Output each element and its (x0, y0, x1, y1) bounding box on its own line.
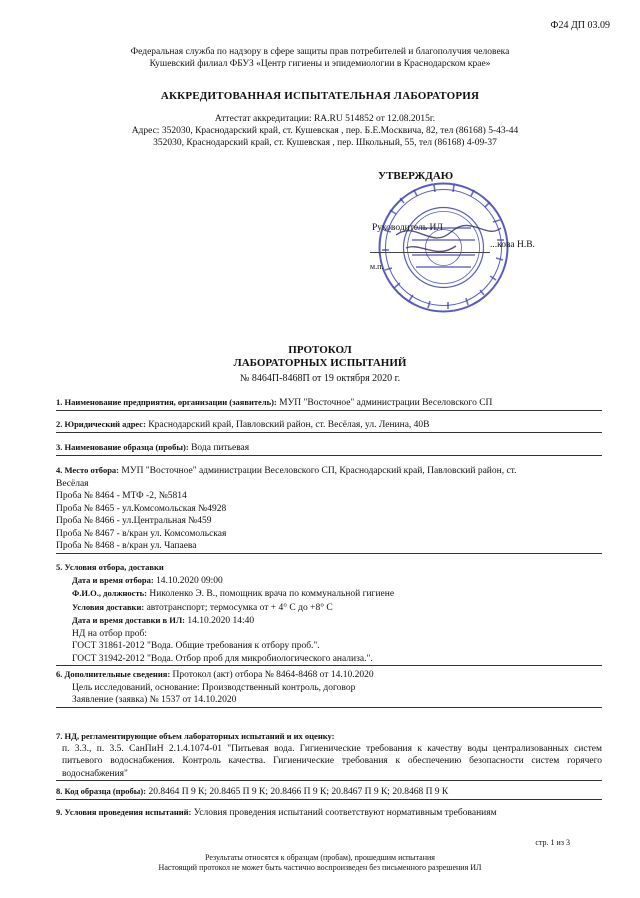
delivery-date-value: 14.10.2020 14:40 (187, 616, 255, 626)
footer-line-2: Настоящий протокол не может быть частично воспроизведен без письменного разрешения ИЛ (158, 863, 482, 872)
request: Заявление (заявка) № 1537 от 14.10.2020 (72, 695, 237, 705)
section-3 (56, 441, 602, 456)
section-2-label: 2. Юридический адрес: (56, 419, 146, 429)
sampler-label: Ф.И.О., должность: (72, 588, 147, 598)
address-1: Адрес: 352030, Краснодарский край, ст. Кушевская , пер. Б.Е.Москвича, 82, тел (86168) 5-43-44 (131, 126, 519, 136)
section-3-value: Вода питьевая (191, 443, 250, 453)
lab-title: АККРЕДИТОВАННАЯ ИСПЫТАТЕЛЬНАЯ ЛАБОРАТОРИЯ (160, 90, 480, 102)
delivery-date-label: Дата и время доставки в ИЛ: (72, 615, 186, 625)
section-6-label: 6. Дополнительные сведения: (56, 669, 171, 679)
footer (120, 853, 520, 873)
section-5-label: 5. Условия отбора, доставки (56, 562, 164, 572)
sample-item: Проба № 8468 - в/кран ул. Чапаева (56, 541, 197, 551)
section-7 (56, 730, 602, 781)
form-code: Ф24 ДП 03.09 (550, 20, 610, 31)
delivery-row (56, 601, 602, 615)
organization-header (80, 46, 560, 70)
section-1-value: МУП "Восточное" администрации Веселовского СП (279, 398, 493, 408)
sample-item: Проба № 8466 - ул.Центральная №459 (56, 516, 212, 526)
sampling-date-row (56, 574, 602, 588)
section-1 (56, 396, 602, 411)
section-8-value: 20.8464 П 9 К; 20.8465 П 9 К; 20.8466 П 9 К; 20.8467 П 9 К; 20.8468 П 9 К (148, 787, 449, 797)
section-5 (56, 561, 602, 666)
section-2 (56, 418, 602, 433)
approval-name: ...кова Н.В. (490, 240, 535, 250)
section-6 (56, 668, 602, 708)
section-7-label: 7. НД, регламентирующие объем лабораторных испытаний и их оценку: (56, 731, 335, 741)
section-3-label: 3. Наименование образца (пробы): (56, 442, 189, 452)
protocol-title-2: ЛАБОРАТОРНЫХ ИСПЫТАНИЙ (233, 357, 407, 369)
section-6-value: Протокол (акт) отбора № 8464-8468 от 14.10.2020 (172, 670, 374, 680)
org-line-1: Федеральная служба по надзору в сфере защиты прав потребителей и благополучия человека (130, 47, 510, 57)
sampling-date-value: 14.10.2020 09:00 (156, 575, 223, 586)
page-number: стр. 1 из 3 (535, 838, 570, 847)
section-4 (56, 464, 602, 554)
sample-item: Проба № 8465 - ул.Комсомольская №4928 (56, 503, 227, 514)
gost-2: ГОСТ 31942-2012 "Вода. Отбор проб для микробиологического анализа.". (72, 653, 373, 664)
approval-title: УТВЕРЖДАЮ (378, 170, 454, 182)
gost-1: ГОСТ 31861-2012 "Вода. Общие требования к отбору проб.". (72, 641, 320, 651)
org-line-2: Кушевский филиал ФБУЗ «Центр гигиены и эпидемиологии в Краснодарском крае» (149, 59, 491, 69)
section-7-value: п. 3.3., п. 3.5. СанПиН 2.1.4.1074-01 "Питьевая вода. Гигиенические требования к качеству воды централизованных систем питьевого водоснабжения. Контроль качества. Гигиенические требования к обеспечению безопасности систем горячего водоснабжения" (62, 743, 602, 779)
delivery-date-row (56, 614, 602, 628)
section-4-label: 4. Место отбора: (56, 465, 120, 475)
approval-role: Руководитель ИЛ (372, 223, 443, 233)
sampling-date-label: Дата и время отбора: (72, 574, 154, 585)
section-9-value: Условия проведения испытаний соответствуют нормативным требованиям (193, 808, 497, 818)
delivery-value: автотранспорт; термосумка от + 4° С до +8° С (146, 602, 333, 613)
sample-item: Проба № 8464 - МТФ -2, №5814 (56, 491, 187, 501)
delivery-label: Условия доставки: (72, 601, 145, 612)
sampler-value: Николенко Э. В., помощник врача по коммунальной гигиене (149, 589, 395, 599)
section-8 (56, 785, 602, 800)
section-8-label: 8. Код образца (пробы): (56, 786, 147, 796)
section-4-value: МУП "Восточное" администрации Веселовского СП, Краснодарский край, Павловский район, ст. (121, 466, 517, 476)
approval-mp: м.п. (370, 262, 384, 271)
nd-label: НД на отбор проб: (72, 628, 147, 639)
protocol-title (150, 344, 490, 370)
section-2-value: Краснодарский край, Павловский район, ст. Весёлая, ул. Ленина, 40В (148, 420, 430, 430)
accreditation: Аттестат аккредитации: RA.RU 514852 от 12.08.2015г. (214, 114, 436, 124)
purpose: Цель исследований, основание: Производственный контроль, договор (72, 682, 356, 693)
accreditation-block (60, 113, 590, 149)
footer-line-1: Результаты относятся к образцам (пробам), прошедшим испытания (205, 853, 435, 862)
sampler-row (56, 587, 602, 601)
section-1-label: 1. Наименование предприятия, организации (заявитель): (56, 397, 277, 407)
address-2: 352030, Краснодарский край, ст. Кушевская , пер. Школьный, 55, тел (86168) 4-09-37 (153, 138, 497, 148)
signature-line (370, 252, 490, 253)
protocol-number: № 8464П-8468П от 19 октября 2020 г. (239, 373, 401, 384)
section-9 (56, 806, 602, 820)
section-4-value-cont: Весёлая (56, 478, 89, 489)
sample-item: Проба № 8467 - в/кран ул. Комсомольская (56, 528, 227, 539)
protocol-title-1: ПРОТОКОЛ (288, 344, 352, 356)
section-9-label: 9. Условия проведения испытаний: (56, 807, 192, 817)
